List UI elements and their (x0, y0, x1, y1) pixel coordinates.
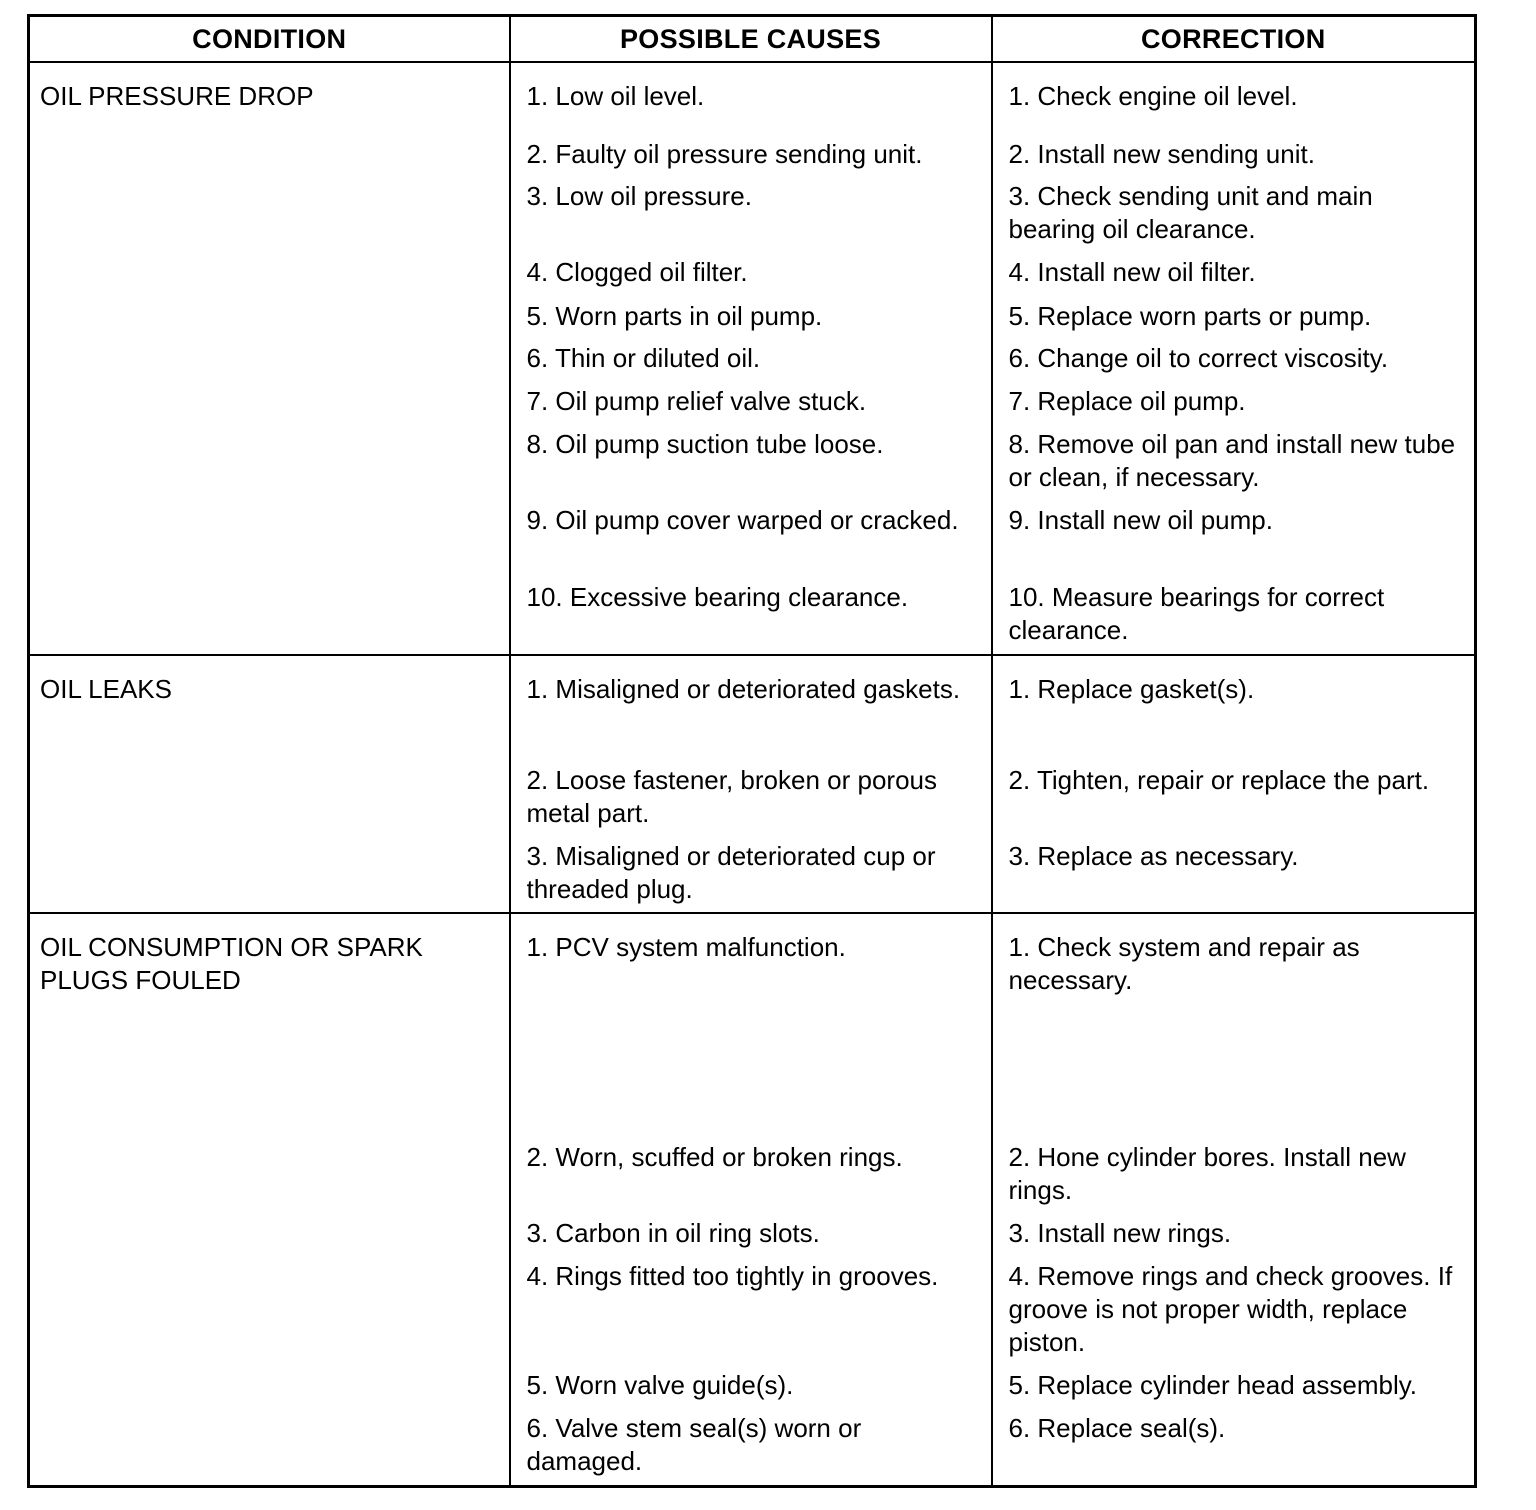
correction-item: 1. Replace gasket(s). (1008, 674, 1255, 704)
correction-item: 2. Tighten, repair or replace the part. (1008, 765, 1430, 795)
correction-item: 2. Hone cylinder bores. Install new rings. (1008, 1142, 1406, 1205)
correction-item: 1. Check engine oil level. (1008, 81, 1298, 111)
cause-item: 6. Thin or diluted oil. (526, 343, 761, 373)
cause-item: 1. Low oil level. (526, 81, 705, 111)
cause-item: 2. Loose fastener, broken or porous metal part. (526, 765, 937, 828)
correction-item: 6. Replace seal(s). (1008, 1413, 1226, 1443)
correction-item: 3. Check sending unit and main bearing oil clearance. (1008, 181, 1373, 244)
condition-cell (29, 655, 510, 913)
cause-item: 1. Misaligned or deteriorated gaskets. (526, 674, 961, 704)
correction-item: 3. Replace as necessary. (1008, 841, 1299, 871)
section-oil-consumption (29, 913, 1476, 1486)
cause-item: 1. PCV system malfunction. (526, 932, 846, 962)
section-oil-pressure-drop (29, 62, 1476, 655)
causes-cell (510, 913, 992, 1486)
cause-item: 5. Worn valve guide(s). (526, 1370, 794, 1400)
correction-header: CORRECTION (992, 16, 1476, 63)
causes-cell (510, 655, 992, 913)
correction-item: 5. Replace cylinder head assembly. (1008, 1370, 1418, 1400)
correction-item: 10. Measure bearings for correct clearance. (1008, 582, 1385, 645)
correction-item: 1. Check system and repair as necessary. (1008, 932, 1360, 995)
condition-header: CONDITION (29, 16, 510, 63)
correction-item: 4. Remove rings and check grooves. If groove is not proper width, replace piston. (1008, 1261, 1453, 1357)
correction-item: 6. Change oil to correct viscosity. (1008, 343, 1389, 373)
corrections-cell (992, 62, 1476, 655)
cause-item: 5. Worn parts in oil pump. (526, 301, 823, 331)
correction-item: 4. Install new oil filter. (1008, 257, 1256, 287)
cause-item: 3. Carbon in oil ring slots. (526, 1218, 820, 1248)
cause-item: 6. Valve stem seal(s) worn or damaged. (526, 1413, 862, 1476)
condition-label: OIL LEAKS (40, 674, 172, 704)
cause-item: 8. Oil pump suction tube loose. (526, 429, 884, 459)
condition-cell (29, 62, 510, 655)
cause-item: 2. Worn, scuffed or broken rings. (526, 1142, 903, 1172)
correction-item: 2. Install new sending unit. (1008, 139, 1315, 169)
cause-item: 4. Rings fitted too tightly in grooves. (526, 1261, 939, 1291)
section-oil-leaks (29, 655, 1476, 913)
correction-item: 3. Install new rings. (1008, 1218, 1232, 1248)
corrections-cell (992, 913, 1476, 1486)
correction-item: 8. Remove oil pan and install new tube or clean, if necessary. (1008, 429, 1456, 492)
cause-item: 3. Misaligned or deteriorated cup or threaded plug. (526, 841, 936, 904)
possible-causes-header: POSSIBLE CAUSES (510, 16, 992, 63)
cause-item: 3. Low oil pressure. (526, 181, 752, 211)
cause-item: 10. Excessive bearing clearance. (526, 582, 909, 612)
condition-cell (29, 913, 510, 1486)
diagnosis-table (27, 14, 1477, 1488)
cause-item: 9. Oil pump cover warped or cracked. (526, 505, 959, 535)
correction-item: 5. Replace worn parts or pump. (1008, 301, 1372, 331)
cause-item: 2. Faulty oil pressure sending unit. (526, 139, 923, 169)
causes-cell (510, 62, 992, 655)
header-row (29, 16, 1476, 63)
correction-item: 9. Install new oil pump. (1008, 505, 1273, 535)
condition-label: OIL CONSUMPTION OR SPARK PLUGS FOULED (40, 932, 423, 995)
condition-label: OIL PRESSURE DROP (40, 81, 314, 111)
cause-item: 4. Clogged oil filter. (526, 257, 748, 287)
corrections-cell (992, 655, 1476, 913)
cause-item: 7. Oil pump relief valve stuck. (526, 386, 867, 416)
correction-item: 7. Replace oil pump. (1008, 386, 1246, 416)
